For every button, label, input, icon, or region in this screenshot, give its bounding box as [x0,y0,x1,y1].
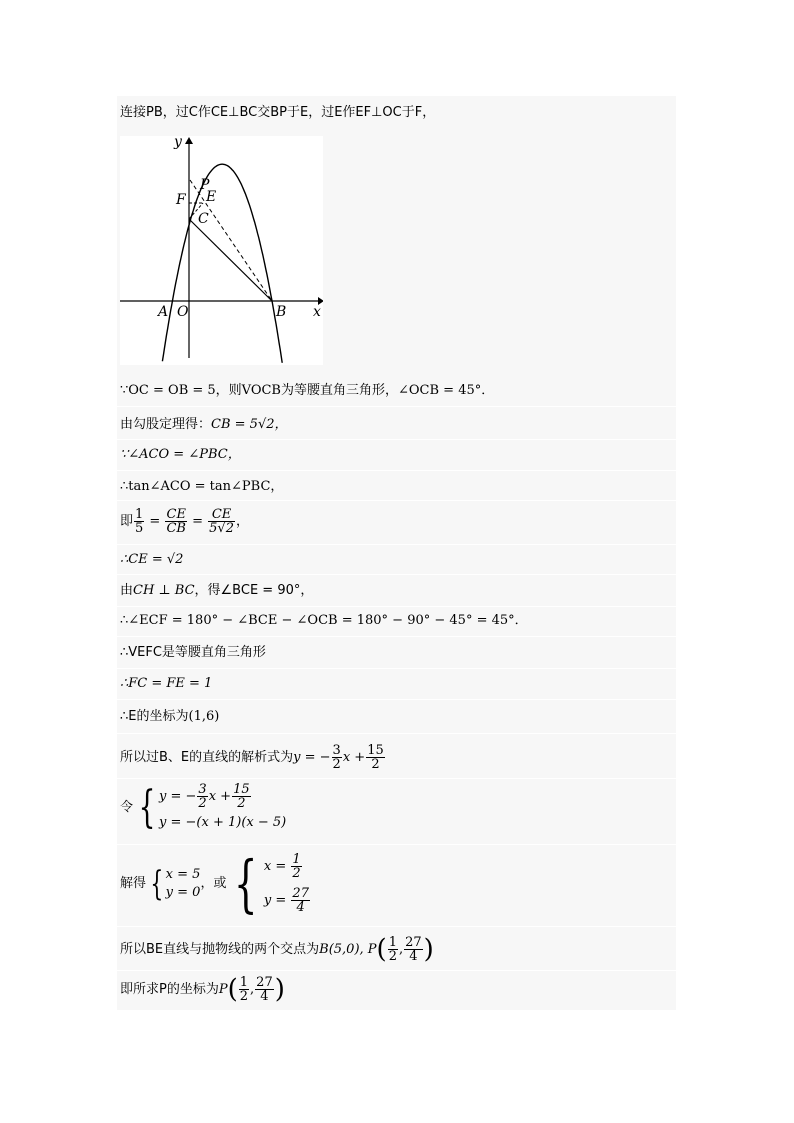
fraction: $\frac{1}{2}$ [388,935,397,964]
step-line-be: 所以过B、E的直线的解析式为y = − $\frac{3}{2}$ x + $\frac{15}{2}$ [120,743,384,772]
label-y: y [174,136,182,150]
label-b: B [276,304,287,320]
label-a: A [158,304,169,320]
solution-system-2: { x = $\frac{1}{2}$ y = $\frac{27}{4}$ [234,847,309,920]
solution-system-1: { x = 5 y = 0 [150,864,201,904]
label-o: O [177,304,189,320]
left-brace: { [150,864,164,904]
parabola-diagram [120,136,323,365]
fraction: $\frac{1}{2}$ [292,852,301,881]
segment-cb [189,219,272,301]
step-system: 令 { y = − $\frac{3}{2}$ x + $\frac{15}{2}$ y = −(x + 1)(x − 5) [120,782,287,833]
y-axis-arrow [185,137,193,144]
fraction: $\frac{27}{4}$ [292,886,309,915]
fraction: $\frac{3}{2}$ [198,782,207,811]
step-ce-value: ∴CE = √2 [120,552,184,567]
label-f: F [176,192,186,208]
step-answer-p: 即所求P的坐标为P( $\frac{1}{2}$ , $\frac{27}{4}$ ) [120,974,285,1005]
step-pythagoras: 由勾股定理得：CB = 5√2， [120,417,288,432]
fraction: $\frac{15}{2}$ [367,743,384,772]
fraction: $\frac{1}{5}$ [135,507,144,536]
label-e: E [206,189,217,205]
step-perpendicular: 由CH ⊥ BC，得∠BCE = 90°， [120,583,314,598]
step-tan-equal: ∴tan∠ACO = tan∠PBC， [120,479,284,494]
fraction: $\frac{CE}{5√2}$ [209,507,234,536]
step-intersections: 所以BE直线与抛物线的两个交点为B(5,0), P( $\frac{1}{2}$ , $\frac{27}{4}$ ) [120,934,434,965]
fraction: $\frac{27}{4}$ [405,935,422,964]
equation-system: { y = − $\frac{3}{2}$ x + $\frac{15}{2}$ y = −(x + 1)(x − 5) [138,782,287,833]
label-p: P [200,177,210,193]
fraction: $\frac{1}{2}$ [239,975,249,1004]
left-brace: { [234,847,259,920]
left-brace: { [138,782,156,833]
label-c: C [198,211,209,227]
step-isosceles-right: ∵OC = OB = 5，则VOCB为等腰直角三角形，∠OCB = 45°． [120,383,495,398]
step-connect-pb: 连接PB，过C作CE⊥BC交BP于E，过E作EF⊥OC于F， [120,105,436,120]
step-efc-isosceles: ∴VEFC是等腰直角三角形 [120,645,266,660]
step-ratio: 即 $\frac{1}{5}$ = $\frac{CE}{CB}$ = $\frac{CE}{5√2}$ ， [120,507,249,536]
fraction: $\frac{27}{4}$ [256,975,273,1004]
step-fc-fe: ∴FC = FE = 1 [120,676,213,691]
parabola-figure [120,136,323,365]
step-e-coordinates: ∴E的坐标为(1,6) [120,709,220,724]
step-solutions: 解得 { x = 5 y = 0 ，或 { x = $\frac{1}{2}$ y = $\frac{27}{4}$ [120,847,309,920]
step-angle-ecf: ∴∠ECF = 180° − ∠BCE − ∠OCB = 180° − 90° − 45° = 45°． [120,613,528,628]
label-x: x [313,304,321,320]
fraction: $\frac{15}{2}$ [233,782,250,811]
step-angle-equal: ∵∠ACO = ∠PBC， [120,447,241,462]
fraction: $\frac{3}{2}$ [332,743,341,772]
fraction: $\frac{CE}{CB}$ [166,507,186,536]
